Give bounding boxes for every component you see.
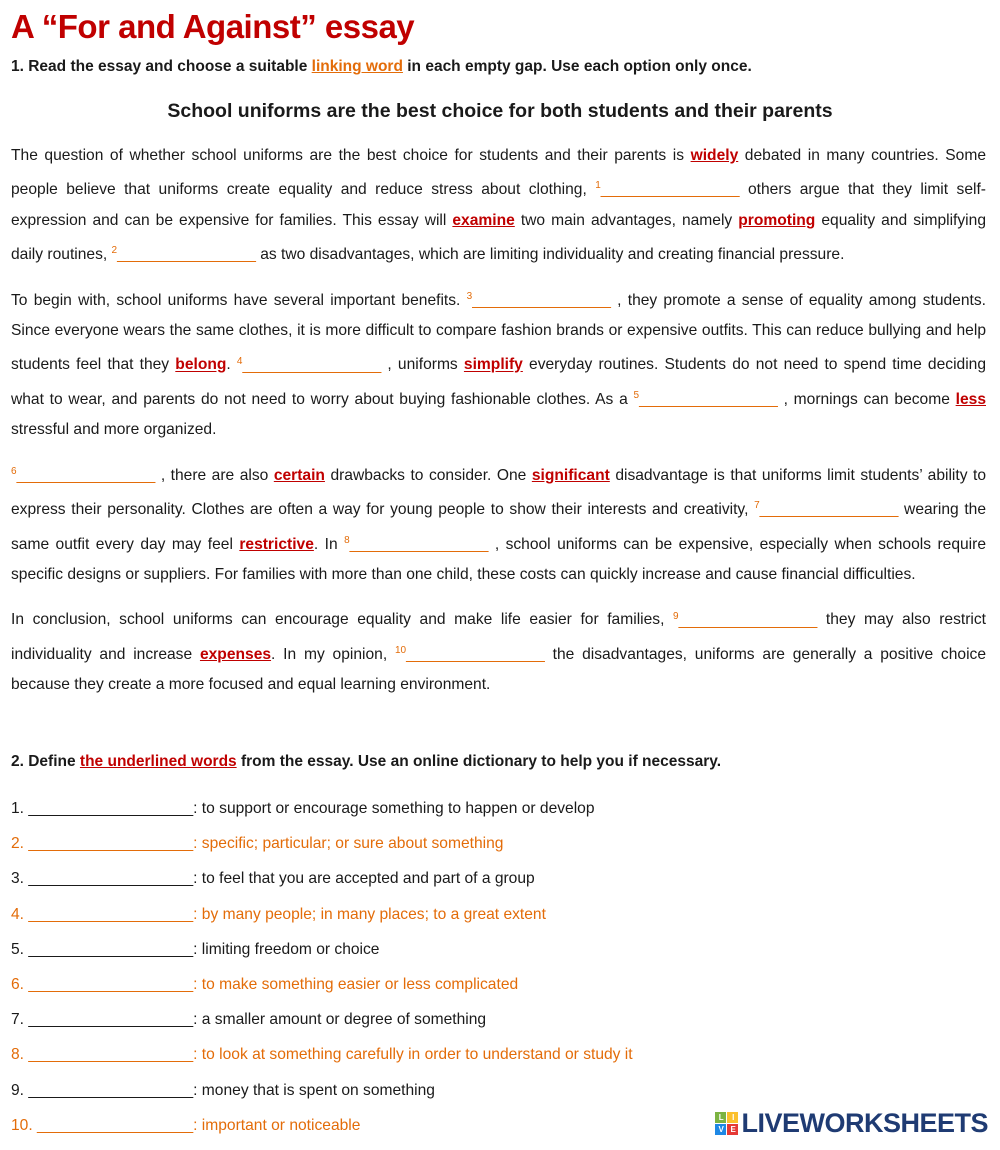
liveworksheets-logo bbox=[715, 1108, 988, 1139]
essay-text: , mornings can become bbox=[777, 391, 956, 409]
definition-number: 1. bbox=[11, 800, 25, 817]
gap-blank-2[interactable] bbox=[112, 246, 256, 263]
essay-title: School uniforms are the best choice for both students and their parents bbox=[167, 100, 833, 122]
definition-item bbox=[11, 1009, 633, 1044]
essay-text: . In my opinion, bbox=[271, 646, 395, 664]
essay-text: the disadvantages, uniforms are generally a positive choice because they create a more focused and equal learning environment. bbox=[11, 646, 986, 694]
definition-text: : to support or encourage something to happen or develop bbox=[193, 800, 595, 817]
gap-line[interactable]: ________________ bbox=[639, 391, 778, 409]
definition-blank[interactable]: ___________________ bbox=[28, 1011, 194, 1029]
underlined-word: certain bbox=[273, 466, 325, 484]
definition-blank[interactable]: ___________________ bbox=[28, 975, 194, 993]
underlined-word: less bbox=[955, 391, 986, 409]
essay-paragraph bbox=[11, 601, 986, 700]
definition-number: 7. bbox=[11, 1011, 25, 1029]
gap-number: 2 bbox=[111, 245, 118, 257]
underlined-word: widely bbox=[690, 147, 739, 164]
definition-text: : to make something easier or less complicated bbox=[193, 975, 519, 993]
logo-letter: I bbox=[727, 1112, 738, 1123]
gap-line[interactable]: ________________ bbox=[349, 535, 489, 553]
definition-number: 6. bbox=[11, 975, 25, 993]
essay-text: , uniforms bbox=[381, 356, 464, 374]
page-title: A “For and Against” essay bbox=[11, 8, 415, 45]
definition-item bbox=[11, 1115, 633, 1150]
task2-post: from the essay. Use an online dictionary to help you if necessary. bbox=[236, 753, 722, 770]
essay-paragraph bbox=[11, 282, 986, 446]
essay bbox=[11, 141, 986, 712]
gap-line[interactable]: ________________ bbox=[678, 611, 818, 629]
gap-blank-3[interactable] bbox=[467, 292, 611, 309]
gap-number: 10 bbox=[394, 644, 407, 656]
gap-blank-9[interactable] bbox=[673, 612, 817, 629]
underlined-word: belong bbox=[175, 356, 227, 374]
gap-number: 5 bbox=[633, 389, 640, 401]
essay-text: as two disadvantages, which are limiting individuality and creating financial pressure. bbox=[255, 246, 845, 264]
gap-blank-10[interactable] bbox=[395, 646, 545, 663]
gap-blank-6[interactable] bbox=[11, 467, 155, 484]
essay-paragraph bbox=[11, 141, 986, 271]
gap-blank-4[interactable] bbox=[237, 357, 381, 374]
underlined-word: expenses bbox=[199, 646, 272, 664]
gap-line[interactable]: ________________ bbox=[406, 646, 545, 664]
gap-line[interactable]: ________________ bbox=[472, 291, 611, 309]
definition-item bbox=[11, 939, 633, 974]
essay-text: , they promote a sense of equality among students. Since everyone wears the same clothes, it is more difficult to compare fashion brands or expensive outfits. This can reduce bullying and help students feel that they bbox=[11, 291, 986, 374]
gap-number: 9 bbox=[673, 610, 679, 622]
definition-text: : limiting freedom or choice bbox=[193, 940, 380, 958]
gap-number: 7 bbox=[754, 500, 760, 512]
task1-post: in each empty gap. Use each option only once. bbox=[402, 58, 752, 75]
definition-blank[interactable]: ___________________ bbox=[28, 905, 194, 923]
underlined-word: promoting bbox=[738, 211, 816, 229]
essay-text: others argue that they limit self-expression and can be expensive for families. This essay will bbox=[11, 181, 986, 229]
essay-text: wearing the same outfit every day may feel bbox=[11, 501, 987, 553]
essay-text: equality and simplifying daily routines, bbox=[11, 211, 986, 264]
gap-number: 4 bbox=[236, 355, 243, 367]
task2-highlight: the underlined words bbox=[79, 753, 237, 770]
definition-text: : a smaller amount or degree of something bbox=[193, 1011, 487, 1029]
essay-text: disadvantage is that uniforms limit students’ ability to express their personality. Clothes are often a way for young people to show their interests and creativity, bbox=[11, 466, 987, 519]
definition-text: : to look at something carefully in order to understand or study it bbox=[193, 1046, 633, 1064]
task1-pre: 1. Read the essay and choose a suitable bbox=[11, 58, 312, 75]
essay-text: debated in many countries. Some people believe that uniforms create equality and reduce stress about clothing, bbox=[11, 147, 986, 199]
definition-item bbox=[11, 798, 633, 833]
gap-blank-7[interactable] bbox=[754, 501, 898, 518]
gap-line[interactable]: ________________ bbox=[117, 246, 256, 264]
gap-number: 3 bbox=[466, 290, 473, 302]
definition-item bbox=[11, 1080, 633, 1115]
logo-text: LIVEWORKSHEETS bbox=[741, 1108, 988, 1138]
definition-number: 10. bbox=[11, 1116, 33, 1134]
gap-line[interactable]: ________________ bbox=[759, 501, 899, 519]
essay-text: In conclusion, school uniforms can encourage equality and make life easier for families, bbox=[11, 611, 674, 629]
definition-blank[interactable]: ___________________ bbox=[28, 1046, 194, 1064]
definition-text: : specific; particular; or sure about something bbox=[193, 835, 504, 853]
gap-number: 8 bbox=[344, 534, 350, 546]
definition-number: 5. bbox=[11, 940, 25, 958]
definition-number: 3. bbox=[11, 870, 25, 888]
definition-number: 8. bbox=[11, 1046, 25, 1064]
essay-text: two main advantages, namely bbox=[514, 211, 739, 229]
task1-highlight: linking word bbox=[311, 58, 403, 75]
essay-text: , there are also bbox=[155, 466, 274, 484]
definition-blank[interactable]: ___________________ bbox=[28, 870, 194, 888]
definition-text: : important or noticeable bbox=[193, 1116, 361, 1134]
underlined-word: examine bbox=[452, 211, 515, 229]
definition-blank[interactable]: ___________________ bbox=[28, 940, 194, 958]
essay-text: . In bbox=[313, 535, 345, 553]
definition-blank[interactable]: ___________________ bbox=[28, 835, 194, 853]
logo-letter: E bbox=[727, 1124, 738, 1135]
definition-item bbox=[11, 974, 633, 1009]
definition-text: : money that is spent on something bbox=[193, 1081, 435, 1099]
gap-blank-8[interactable] bbox=[344, 536, 488, 553]
definition-text: : by many people; in many places; to a great extent bbox=[193, 905, 546, 923]
definition-item bbox=[11, 904, 633, 939]
definition-item bbox=[11, 833, 633, 868]
essay-text: everyday routines. Students do not need to spend time deciding what to wear, and parents do not need to worry about buying fashionable clothes. As a bbox=[11, 356, 987, 409]
definition-item bbox=[11, 1044, 633, 1079]
definition-number: 4. bbox=[11, 905, 25, 923]
essay-text: drawbacks to consider. One bbox=[324, 466, 532, 484]
task1-instruction bbox=[11, 58, 752, 76]
definition-blank[interactable]: ___________________ bbox=[28, 1081, 194, 1099]
gap-line[interactable]: ________________ bbox=[16, 466, 156, 484]
gap-blank-1[interactable] bbox=[595, 181, 739, 198]
essay-text: . bbox=[226, 356, 237, 374]
underlined-word: restrictive bbox=[239, 535, 314, 553]
logo-icon bbox=[715, 1112, 738, 1135]
definition-blank[interactable]: __________________ bbox=[37, 1116, 194, 1134]
logo-letter: V bbox=[715, 1124, 726, 1135]
definition-item bbox=[11, 868, 633, 903]
essay-text: The question of whether school uniforms are the best choice for students and their parents is bbox=[11, 147, 691, 164]
gap-line[interactable]: ________________ bbox=[242, 356, 382, 374]
essay-text: stressful and more organized. bbox=[11, 421, 217, 439]
underlined-word: significant bbox=[531, 466, 610, 484]
essay-text: To begin with, school uniforms have several important benefits. bbox=[11, 291, 467, 309]
gap-number: 6 bbox=[11, 465, 17, 477]
logo-letter: L bbox=[715, 1112, 726, 1123]
gap-number: 1 bbox=[595, 180, 601, 192]
definition-number: 2. bbox=[11, 835, 25, 853]
essay-paragraph bbox=[11, 457, 986, 591]
underlined-word: simplify bbox=[463, 356, 523, 374]
definition-text: : to feel that you are accepted and part of a group bbox=[193, 870, 535, 888]
definition-blank[interactable]: ___________________ bbox=[28, 800, 194, 817]
gap-line[interactable]: ________________ bbox=[600, 181, 740, 199]
gap-blank-5[interactable] bbox=[634, 391, 778, 408]
definitions-list bbox=[11, 798, 633, 1150]
essay-text: , school uniforms can be expensive, especially when schools require specific designs or suppliers. For families with more than one child, these costs can quickly increase and cause financial difficulties. bbox=[11, 535, 986, 584]
essay-text: they may also restrict individuality and increase bbox=[11, 611, 986, 664]
definition-number: 9. bbox=[11, 1081, 25, 1099]
task2-pre: 2. Define bbox=[11, 753, 80, 770]
task2-instruction bbox=[11, 753, 721, 771]
